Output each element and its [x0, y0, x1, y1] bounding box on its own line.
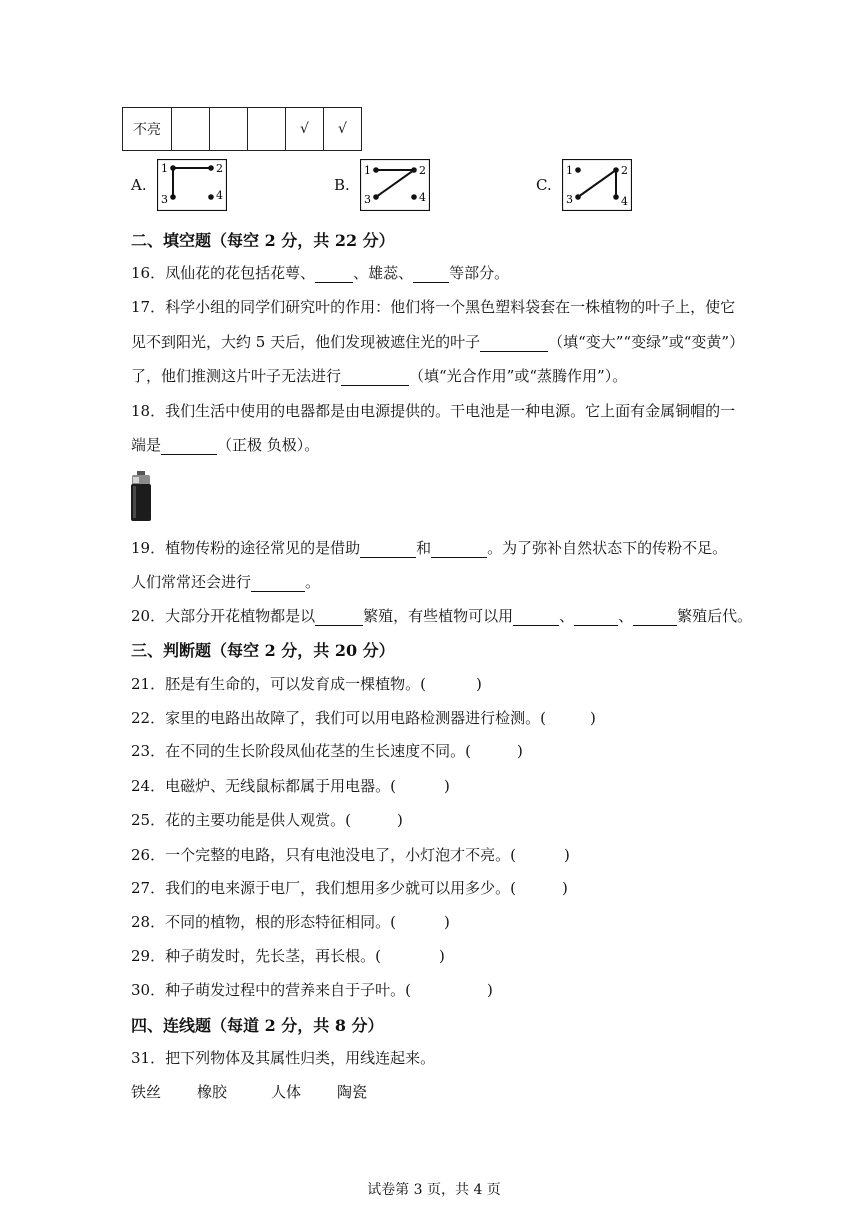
table-cell: √: [324, 108, 362, 151]
terminal-label: 4: [620, 195, 628, 208]
question-text: 。: [305, 573, 321, 591]
terminal-label: 1: [565, 164, 573, 177]
answer-blank[interactable]: [315, 625, 363, 626]
question-19-line-1: [131, 537, 727, 558]
table-row: [123, 108, 362, 151]
question-text: 、雄蕊、: [353, 264, 414, 282]
question-24: [131, 775, 450, 796]
question-26: [131, 844, 570, 865]
answer-blank[interactable]: [633, 625, 677, 626]
battery-image: [128, 470, 154, 522]
question-text: 、: [618, 607, 634, 625]
question-28: [131, 911, 450, 932]
question-17-line-1: 17．科学小组的同学们研究叶的作用：他们将一个黑色塑料袋套在一株植物的叶子上，使它: [131, 298, 736, 316]
section-heading-judgement: 三、判断题（每空 2 分，共 20 分）: [131, 641, 395, 660]
question-29: [131, 945, 445, 966]
question-text: 端是: [131, 436, 162, 454]
question-16: [131, 262, 509, 283]
close-paren: ): [589, 709, 596, 727]
question-text: 了，他们推测这片叶子无法进行: [131, 367, 342, 385]
answer-blank[interactable]: [480, 351, 548, 352]
question-text: 30．种子萌发过程中的营养来自于子叶。(: [131, 981, 411, 999]
terminal-label: 4: [418, 191, 426, 204]
answer-blank[interactable]: [360, 557, 416, 558]
terminal-label: 3: [160, 193, 168, 206]
question-22: [131, 707, 596, 728]
option-a-label: A.: [131, 176, 147, 194]
table-cell: [248, 108, 286, 151]
question-text: 繁殖后代。: [677, 607, 753, 625]
option-b: [334, 159, 430, 211]
question-30: [131, 979, 493, 1000]
question-text: 19．植物传粉的途径常见的是借助: [131, 539, 361, 557]
answer-blank[interactable]: [574, 625, 618, 626]
circuit-diagram-a: [157, 159, 227, 211]
object-item-iron-wire: 铁丝: [131, 1083, 162, 1101]
circuit-diagram-b: [360, 159, 430, 211]
close-paren: ): [443, 913, 450, 931]
question-text: 28．不同的植物，根的形态特征相同。(: [131, 913, 396, 931]
question-text: 29．种子萌发时，先长茎，再长根。(: [131, 947, 381, 965]
question-text: 等部分。: [449, 264, 510, 282]
object-item-human-body: 人体: [271, 1083, 302, 1101]
question-19-line-2: [131, 571, 320, 592]
close-paren: ): [443, 777, 450, 795]
table-cell: [172, 108, 210, 151]
option-a: [131, 159, 227, 211]
terminal-label: 1: [160, 162, 168, 175]
question-text: 24．电磁炉、无线鼠标都属于用电器。(: [131, 777, 396, 795]
question-text: 和: [416, 539, 432, 557]
question-text: 27．我们的电来源于电厂，我们想用多少就可以用多少。(: [131, 879, 516, 897]
close-paren: ): [475, 675, 482, 693]
table-cell: √: [286, 108, 324, 151]
terminal-label: 2: [418, 164, 426, 177]
terminal-label: 3: [363, 193, 371, 206]
question-text: 25．花的主要功能是供人观赏。(: [131, 811, 351, 829]
option-c-label: C.: [536, 176, 552, 194]
option-c: [536, 159, 632, 211]
terminal-label: 4: [215, 189, 223, 202]
question-20: [131, 605, 752, 626]
question-21: [131, 673, 482, 694]
question-18-line-1: 18．我们生活中使用的电器都是由电源提供的。干电池是一种电源。它上面有金属铜帽的一: [131, 402, 736, 420]
question-text: 21．胚是有生命的，可以发育成一棵植物。(: [131, 675, 426, 693]
section-heading-fill-blank: 二、填空题（每空 2 分，共 22 分）: [131, 231, 395, 250]
terminal-label: 2: [215, 162, 223, 175]
question-text: 、: [559, 607, 575, 625]
question-text: 。为了弥补自然状态下的传粉不足。: [487, 539, 728, 557]
answer-blank[interactable]: [341, 385, 409, 386]
close-paren: ): [396, 811, 403, 829]
question-17-line-3: [131, 365, 627, 386]
object-item-rubber: 橡胶: [197, 1083, 228, 1101]
question-23: [131, 740, 523, 761]
question-text: 人们常常还会进行: [131, 573, 252, 591]
question-18-line-2: [131, 434, 319, 455]
question-text: （填“变大”“变绿”或“变黄”）: [548, 333, 745, 351]
question-text: 23．在不同的生长阶段凤仙花茎的生长速度不同。(: [131, 742, 471, 760]
question-text: 20．大部分开花植物都是以: [131, 607, 316, 625]
table-row-label: 不亮: [123, 108, 172, 151]
close-paren: ): [561, 879, 568, 897]
circuit-diagram-c: [562, 159, 632, 211]
section-heading-matching: 四、连线题（每道 2 分，共 8 分）: [131, 1016, 384, 1035]
answer-blank[interactable]: [315, 282, 353, 283]
result-table: [122, 107, 362, 151]
option-b-label: B.: [334, 176, 350, 194]
close-paren: ): [486, 981, 493, 999]
answer-blank[interactable]: [251, 591, 305, 592]
question-text: 22．家里的电路出故障了，我们可以用电路检测器进行检测。(: [131, 709, 546, 727]
question-text: （正极 负极）。: [217, 436, 320, 454]
question-text: 繁殖，有些植物可以用: [363, 607, 514, 625]
question-text: （填“光合作用”或“蒸腾作用”）。: [409, 367, 628, 385]
close-paren: ): [516, 742, 523, 760]
object-item-ceramic: 陶瓷: [337, 1083, 368, 1101]
close-paren: ): [563, 846, 570, 864]
question-17-line-2: [131, 331, 744, 352]
answer-blank[interactable]: [513, 625, 559, 626]
terminal-label: 1: [363, 164, 371, 177]
table-cell: [210, 108, 248, 151]
question-27: [131, 877, 568, 898]
close-paren: ): [438, 947, 445, 965]
page-footer: 试卷第 3 页，共 4 页: [367, 1182, 501, 1198]
answer-blank[interactable]: [431, 557, 487, 558]
question-25: [131, 809, 403, 830]
question-text: 26．一个完整的电路，只有电池没电了，小灯泡才不亮。(: [131, 846, 516, 864]
question-31: 31．把下列物体及其属性归类，用线连起来。: [131, 1049, 436, 1067]
question-text: 16．凤仙花的花包括花萼、: [131, 264, 316, 282]
terminal-label: 3: [565, 193, 573, 206]
answer-blank[interactable]: [413, 282, 449, 283]
answer-blank[interactable]: [161, 454, 217, 455]
question-text: 见不到阳光，大约 5 天后，他们发现被遮住光的叶子: [131, 333, 481, 351]
terminal-label: 2: [620, 164, 628, 177]
